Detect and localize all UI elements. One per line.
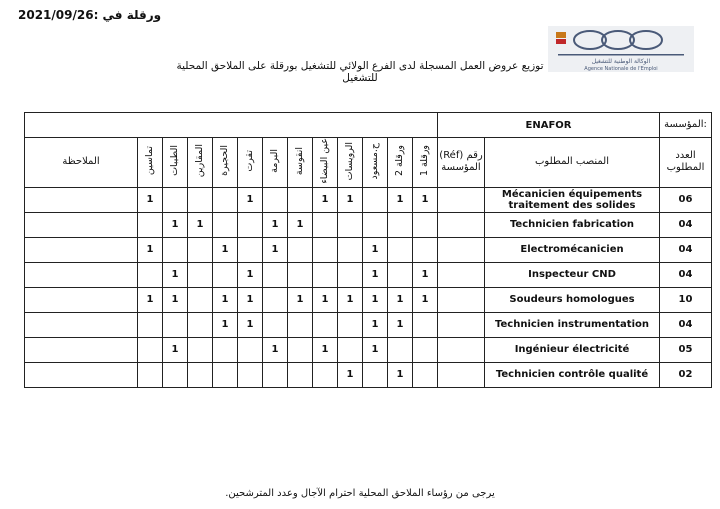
agency-count-cell — [263, 287, 288, 312]
agency-count-cell: 1 — [188, 212, 213, 237]
agency-count-cell: 1 — [363, 287, 388, 312]
remark-cell — [25, 187, 138, 212]
agency-name: انقوسة — [294, 146, 306, 175]
agency-count-cell — [388, 337, 413, 362]
agency-count-cell — [213, 212, 238, 237]
agency-count-cell — [188, 262, 213, 287]
agency-count-cell — [163, 237, 188, 262]
agency-count-cell — [263, 312, 288, 337]
agency-name: ح.مسعود — [369, 142, 381, 180]
post-cell: Technicien fabrication — [485, 212, 660, 237]
header-count: العدد المطلوب — [660, 138, 712, 188]
agency-count-cell — [213, 337, 238, 362]
header-remarks: الملاحظة — [25, 138, 138, 188]
agency-count-cell — [338, 337, 363, 362]
footer-note: يرجى من رؤساء الملاحق المحلية احترام الآجال وعدد المترشحين. — [225, 488, 495, 499]
job-offers-table — [24, 112, 712, 388]
agency-count-cell — [238, 237, 263, 262]
header-agency — [313, 138, 338, 188]
agency-count-cell: 1 — [163, 262, 188, 287]
agency-count-cell — [138, 312, 163, 337]
agency-count-cell: 1 — [163, 212, 188, 237]
agency-name: الحجيرة — [219, 145, 231, 177]
post-cell: Technicien contrôle qualité — [485, 362, 660, 387]
agency-count-cell — [363, 362, 388, 387]
agency-count-cell — [238, 337, 263, 362]
header-agency — [413, 138, 438, 188]
count-cell: 10 — [660, 287, 712, 312]
table-row — [25, 237, 712, 262]
agency-count-cell — [213, 362, 238, 387]
agency-count-cell — [138, 337, 163, 362]
company-name: ENAFOR — [438, 113, 660, 138]
agency-name: عين البيضاء — [319, 138, 331, 184]
count-cell: 04 — [660, 237, 712, 262]
agency-count-cell — [338, 262, 363, 287]
agency-count-cell — [388, 212, 413, 237]
agency-count-cell: 1 — [213, 287, 238, 312]
document-date: ورقلة في :2021/09/26 — [18, 8, 162, 22]
remark-cell — [25, 337, 138, 362]
table-row — [25, 212, 712, 237]
agency-count-cell — [238, 362, 263, 387]
remark-cell — [25, 237, 138, 262]
agency-count-cell: 1 — [338, 187, 363, 212]
agency-count-cell: 1 — [338, 362, 363, 387]
count-cell: 04 — [660, 262, 712, 287]
post-cell: Soudeurs homologues — [485, 287, 660, 312]
agency-count-cell — [288, 312, 313, 337]
agency-count-cell: 1 — [238, 312, 263, 337]
post-cell: Mécanicien équipements traitement des solides — [485, 187, 660, 212]
agency-count-cell: 1 — [263, 212, 288, 237]
agency-count-cell: 1 — [263, 237, 288, 262]
agency-count-cell: 1 — [213, 312, 238, 337]
agency-count-cell: 1 — [413, 262, 438, 287]
agency-count-cell: 1 — [363, 337, 388, 362]
agency-count-cell — [138, 212, 163, 237]
agency-count-cell: 1 — [363, 237, 388, 262]
agency-count-cell: 1 — [263, 337, 288, 362]
header-agency — [238, 138, 263, 188]
agency-count-cell — [188, 237, 213, 262]
agency-count-cell — [288, 187, 313, 212]
header-agency — [363, 138, 388, 188]
document-title: توزيع عروض العمل المسجلة لدى الفرع الولائي للتشغيل بورقلة على الملاحق المحلية للتشغيل — [176, 60, 544, 84]
agency-count-cell — [288, 262, 313, 287]
agency-count-cell — [163, 187, 188, 212]
agency-count-cell: 1 — [288, 287, 313, 312]
agency-count-cell — [413, 212, 438, 237]
remark-cell — [25, 262, 138, 287]
agency-count-cell: 1 — [238, 262, 263, 287]
agency-count-cell — [413, 237, 438, 262]
agency-count-cell — [363, 187, 388, 212]
agency-count-cell — [313, 237, 338, 262]
company-label: :المؤسسة — [660, 113, 712, 138]
agency-name: تماسين — [144, 146, 156, 176]
header-agency — [288, 138, 313, 188]
ref-cell — [438, 187, 485, 212]
agency-name: الطيبات — [169, 145, 181, 177]
agency-count-cell — [313, 262, 338, 287]
table-row — [25, 362, 712, 387]
agency-count-cell: 1 — [288, 212, 313, 237]
agency-logo — [548, 26, 694, 72]
ref-cell — [438, 362, 485, 387]
agency-count-cell — [163, 362, 188, 387]
header-agency — [338, 138, 363, 188]
agency-count-cell — [288, 337, 313, 362]
agency-count-cell — [263, 362, 288, 387]
agency-count-cell — [263, 262, 288, 287]
agency-count-cell — [388, 237, 413, 262]
agency-count-cell: 1 — [388, 287, 413, 312]
agency-count-cell: 1 — [363, 312, 388, 337]
agency-name: البرمة — [269, 148, 281, 173]
agency-count-cell: 1 — [388, 362, 413, 387]
header-agency — [163, 138, 188, 188]
count-cell: 06 — [660, 187, 712, 212]
table-row — [25, 287, 712, 312]
ref-cell — [438, 262, 485, 287]
agency-count-cell — [413, 362, 438, 387]
agency-count-cell: 1 — [338, 287, 363, 312]
agency-count-cell — [188, 337, 213, 362]
table-row — [25, 337, 712, 362]
ref-cell — [438, 312, 485, 337]
ref-cell — [438, 212, 485, 237]
agency-count-cell: 1 — [163, 337, 188, 362]
agency-count-cell — [313, 362, 338, 387]
count-cell: 02 — [660, 362, 712, 387]
agency-name: ورقلة 1 — [419, 145, 431, 177]
agency-name: الرويسات — [344, 141, 356, 180]
table-row — [25, 312, 712, 337]
agency-count-cell: 1 — [413, 287, 438, 312]
agency-count-cell — [188, 312, 213, 337]
header-agency — [213, 138, 238, 188]
ref-cell — [438, 237, 485, 262]
agency-count-cell — [288, 362, 313, 387]
header-agency — [263, 138, 288, 188]
svg-text:Agence Nationale de l'Emploi: Agence Nationale de l'Emploi — [584, 66, 658, 72]
agency-count-cell — [163, 312, 188, 337]
agency-name: ورقلة 2 — [394, 145, 406, 177]
agency-count-cell — [213, 187, 238, 212]
agency-count-cell — [188, 187, 213, 212]
agency-count-cell: 1 — [388, 187, 413, 212]
remark-cell — [25, 362, 138, 387]
agency-count-cell: 1 — [138, 287, 163, 312]
agency-count-cell — [188, 362, 213, 387]
agency-count-cell — [263, 187, 288, 212]
agency-count-cell: 1 — [388, 312, 413, 337]
post-cell: Electromécanicien — [485, 237, 660, 262]
header-agency — [138, 138, 163, 188]
post-cell: Inspecteur CND — [485, 262, 660, 287]
agency-count-cell — [363, 212, 388, 237]
count-cell: 04 — [660, 212, 712, 237]
agency-count-cell — [313, 212, 338, 237]
agency-count-cell — [313, 312, 338, 337]
agency-count-cell — [288, 237, 313, 262]
agency-count-cell: 1 — [313, 187, 338, 212]
ref-cell — [438, 337, 485, 362]
agency-count-cell — [388, 262, 413, 287]
header-agency — [388, 138, 413, 188]
agency-count-cell — [138, 262, 163, 287]
count-cell: 05 — [660, 337, 712, 362]
agency-count-cell: 1 — [313, 337, 338, 362]
agency-count-cell — [213, 262, 238, 287]
post-cell: Technicien instrumentation — [485, 312, 660, 337]
remark-cell — [25, 287, 138, 312]
svg-text:الوكالة الوطنية للتشغيل: الوكالة الوطنية للتشغيل — [591, 58, 651, 65]
agency-count-cell: 1 — [238, 187, 263, 212]
agency-count-cell — [338, 212, 363, 237]
header-agency — [188, 138, 213, 188]
remark-cell — [25, 312, 138, 337]
agency-count-cell: 1 — [213, 237, 238, 262]
agency-count-cell — [188, 287, 213, 312]
ref-cell — [438, 287, 485, 312]
header-ref: رقم (Réf) المؤسسة — [438, 138, 485, 188]
table-row — [25, 187, 712, 212]
company-empty-cell — [25, 113, 438, 138]
agency-count-cell: 1 — [363, 262, 388, 287]
agency-count-cell: 1 — [313, 287, 338, 312]
agency-count-cell: 1 — [413, 187, 438, 212]
agency-count-cell — [138, 362, 163, 387]
post-cell: Ingénieur électricité — [485, 337, 660, 362]
agency-count-cell: 1 — [138, 237, 163, 262]
agency-name: تقرت — [244, 150, 256, 172]
agency-count-cell — [413, 312, 438, 337]
agency-count-cell: 1 — [163, 287, 188, 312]
agency-count-cell: 1 — [238, 287, 263, 312]
agency-count-cell — [338, 312, 363, 337]
agency-count-cell — [413, 337, 438, 362]
header-post: المنصب المطلوب — [485, 138, 660, 188]
table-row — [25, 262, 712, 287]
agency-count-cell — [238, 212, 263, 237]
remark-cell — [25, 212, 138, 237]
agency-count-cell: 1 — [138, 187, 163, 212]
agency-name: المقارين — [194, 144, 206, 178]
agency-count-cell — [338, 237, 363, 262]
count-cell: 04 — [660, 312, 712, 337]
